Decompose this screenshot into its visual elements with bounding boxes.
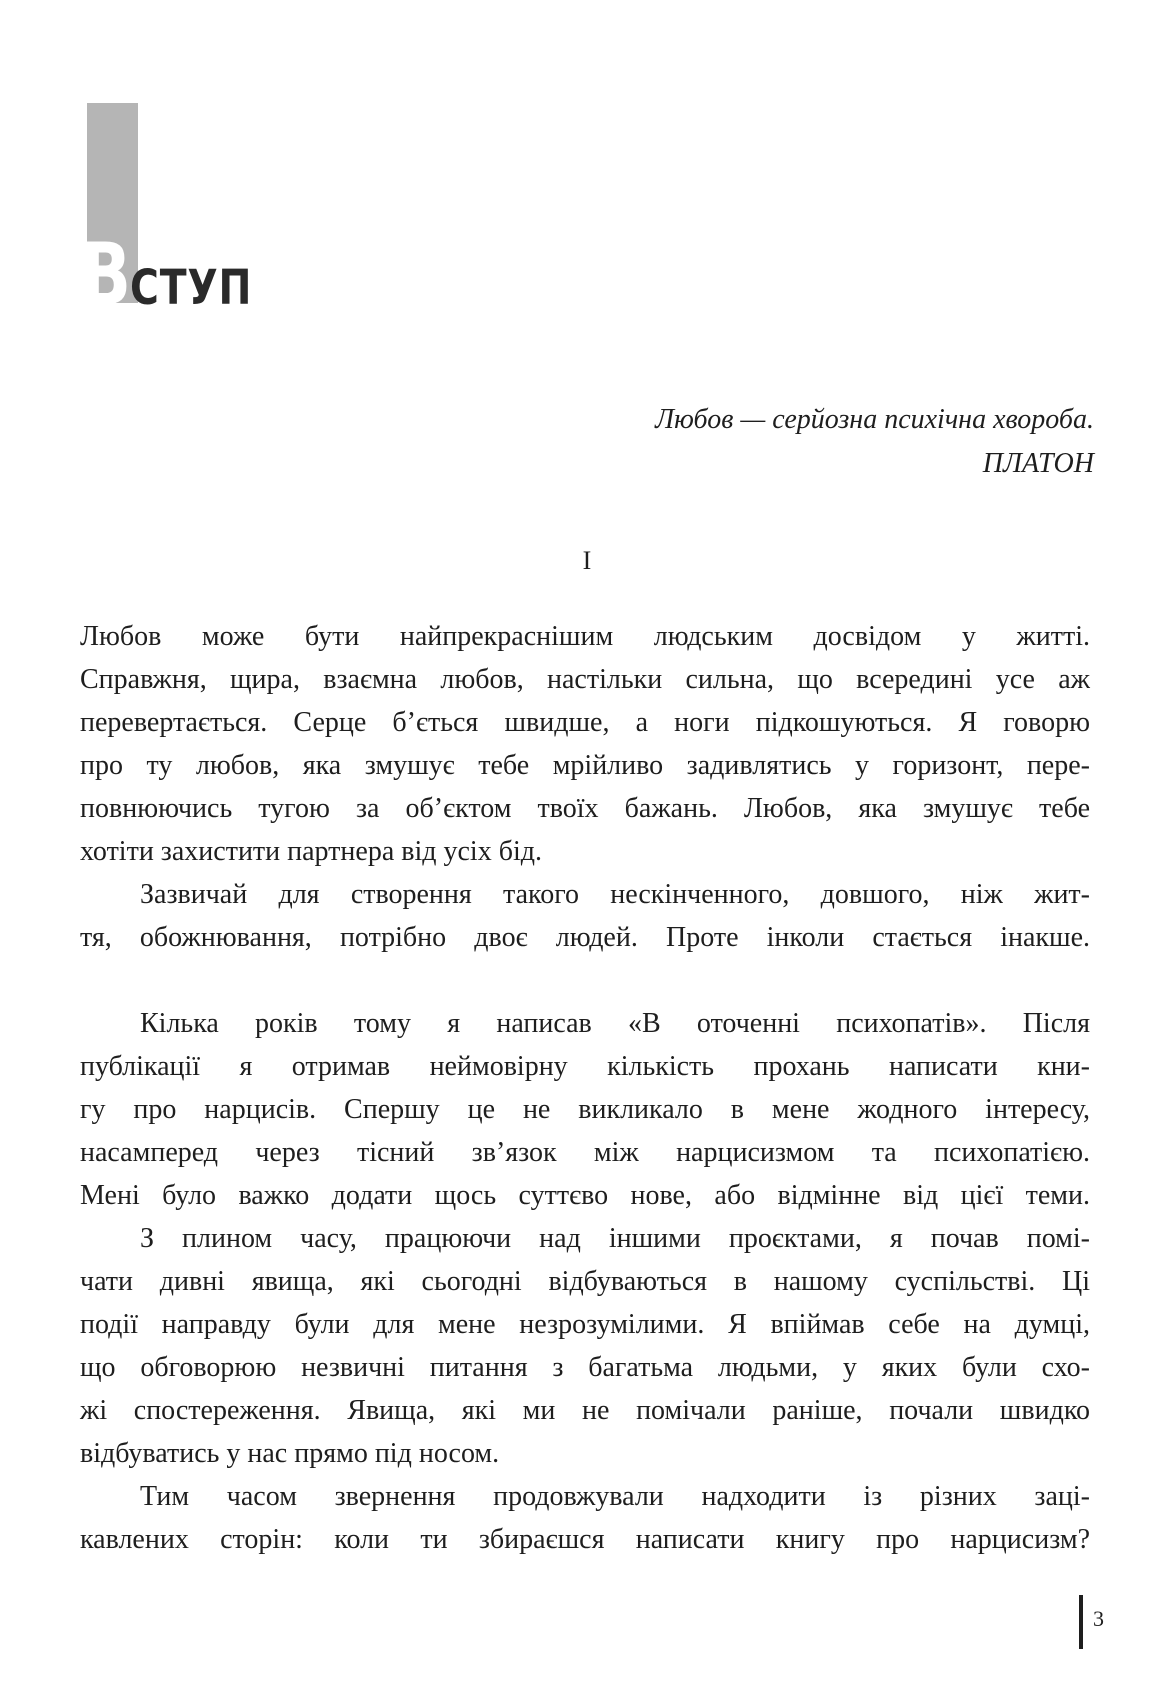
paragraph-group (80, 1217, 1090, 1475)
text-line: Мені було важко додати щось суттєво нове, або відмінне від цієї теми. (80, 1180, 1090, 1211)
text-line: З плином часу, працюючи над іншими проєктами, я почав помі- (140, 1223, 1090, 1254)
text-line: тя, обожнювання, потрібно двоє людей. Проте інколи стається інакше. (80, 922, 1090, 953)
text-line: Кілька років тому я написав «В оточенні психопатів». Після (140, 1008, 1090, 1039)
text-line: жі спостереження. Явища, які ми не помічали раніше, почали швидко (80, 1395, 1090, 1426)
page-number-rule (1079, 1595, 1083, 1649)
text-line: про ту любов, яка змушує тебе мрійливо задивлятись у горизонт, пере- (80, 750, 1090, 781)
paragraph-group (80, 615, 1090, 873)
text-line: кавлених сторін: коли ти збираєшся написати книгу про нарцисизм? (80, 1524, 1090, 1555)
text-line: Справжня, щира, взаємна любов, настільки сильна, що всередині усе аж (80, 664, 1090, 695)
page-number: 3 (1093, 1606, 1104, 1631)
text-line: Любов може бути найпрекраснішим людським досвідом у житті. (80, 621, 1090, 652)
epigraph-author: ПЛАТОН (982, 448, 1094, 479)
paragraph-group (80, 1002, 1090, 1217)
chapter-title (80, 225, 279, 325)
section-number: I (582, 546, 592, 575)
text-line: публікації я отримав неймовірну кількість прохань написати кни- (80, 1051, 1090, 1082)
paragraph-group (80, 873, 1090, 959)
text-line: чати дивні явища, які сьогодні відбуваються в нашому суспільстві. Ці (80, 1266, 1090, 1297)
text-line: хотіти захистити партнера від усіх бід. (80, 836, 542, 867)
text-line: гу про нарцисів. Спершу це не викликало в мене жодного інтересу, (80, 1094, 1090, 1125)
chapter-drop-cap: В (80, 225, 132, 325)
text-line: події направду були для мене незрозумілими. Я впіймав себе на думці, (80, 1309, 1090, 1340)
body-text (80, 615, 1090, 1561)
paragraph-group (80, 1475, 1090, 1561)
text-line: перевертається. Серце б’ється швидше, а ноги підкошуються. Я говорю (80, 707, 1090, 738)
text-line: насамперед через тісний зв’язок між нарцисизмом та психопатією. (80, 1137, 1090, 1168)
chapter-title-rest: СТУП (130, 260, 253, 316)
text-line: що обговорюю незвичні питання з багатьма людьми, у яких були схо- (80, 1352, 1090, 1383)
epigraph (655, 398, 1094, 486)
text-line: Тим часом звернення продовжували надходити із різних заці- (140, 1481, 1090, 1512)
epigraph-quote: Любов — серйозна психічна хвороба. (655, 404, 1094, 435)
text-line: Зазвичай для створення такого нескінченного, довшого, ніж жит- (140, 879, 1090, 910)
text-line: відбуватись у нас прямо під носом. (80, 1438, 500, 1469)
text-line: повнюючись тугою за об’єктом твоїх бажань. Любов, яка змушує тебе (80, 793, 1090, 824)
